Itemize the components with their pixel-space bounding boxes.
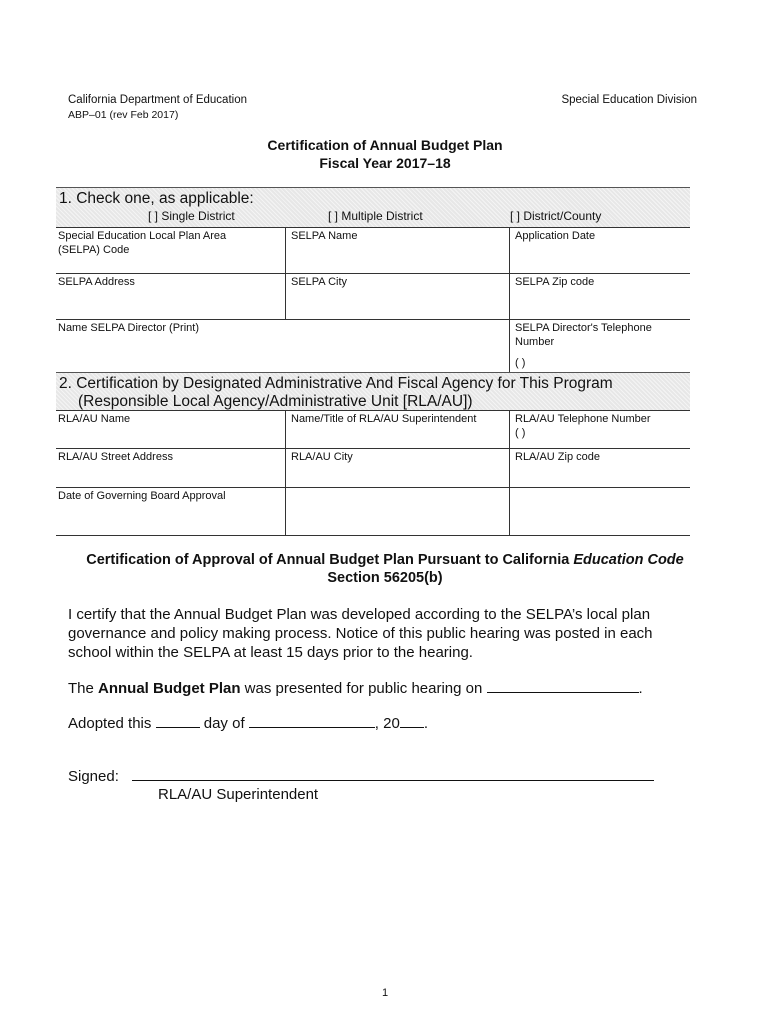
section1-heading: 1. Check one, as applicable: xyxy=(59,190,254,207)
selpa-zip-field[interactable]: SELPA Zip code xyxy=(515,276,595,288)
adopted-line: Adopted this day of , 20 . xyxy=(68,715,428,732)
signature-line[interactable] xyxy=(132,780,654,781)
division-name: Special Education Division xyxy=(561,94,697,106)
page-number: 1 xyxy=(381,987,389,999)
option-single-district[interactable]: [ ] Single District xyxy=(148,209,235,223)
divider xyxy=(285,410,286,535)
certification-section: Section 56205(b) xyxy=(327,570,443,586)
fiscal-year: Fiscal Year 2017–18 xyxy=(319,155,451,171)
selpa-name-field[interactable]: SELPA Name xyxy=(291,230,358,242)
agency-name: California Department of Education xyxy=(68,94,247,106)
phone-parens: ( ) xyxy=(515,357,526,369)
section2-heading: 2. Certification by Designated Administrative And Fiscal Agency for This Program xyxy=(59,375,613,392)
adopted-year-blank[interactable] xyxy=(400,713,424,728)
selpa-code-field[interactable]: Special Education Local Plan Area (SELPA) Code xyxy=(58,230,227,256)
application-date-field[interactable]: Application Date xyxy=(515,230,596,242)
form-id: ABP–01 (rev Feb 2017) xyxy=(68,109,179,121)
divider xyxy=(56,448,690,449)
divider xyxy=(509,227,510,373)
divider xyxy=(56,227,690,228)
divider xyxy=(56,410,690,411)
certification-heading: Certification of Approval of Annual Budget Plan Pursuant to California Education Code xyxy=(86,552,684,568)
selpa-director-field[interactable]: Name SELPA Director (Print) xyxy=(58,322,200,334)
certification-statement: I certify that the Annual Budget Plan was developed according to the SELPA’s local plan governance and policy making process. Notice of this public hearing was posted in each school within the SELPA at least 15 days prior to the hearing. xyxy=(68,606,653,661)
divider xyxy=(56,487,690,488)
signer-title: RLA/AU Superintendent xyxy=(158,786,319,803)
divider xyxy=(56,273,690,274)
rla-superintendent-field[interactable]: Name/Title of RLA/AU Superintendent xyxy=(291,413,477,425)
option-multiple-district[interactable]: [ ] Multiple District xyxy=(328,209,423,223)
form-title: Certification of Annual Budget Plan xyxy=(267,137,503,153)
signed-label: Signed: xyxy=(68,768,119,785)
board-approval-date-field[interactable]: Date of Governing Board Approval xyxy=(58,490,226,502)
divider xyxy=(56,535,690,536)
rla-name-field[interactable]: RLA/AU Name xyxy=(58,413,131,425)
divider xyxy=(285,227,286,319)
section1-header xyxy=(56,187,690,228)
annual-budget-plan-label: Annual Budget Plan xyxy=(98,680,241,697)
section2-header xyxy=(56,372,690,411)
adopted-day-blank[interactable] xyxy=(156,713,200,728)
rla-city-field[interactable]: RLA/AU City xyxy=(291,451,353,463)
selpa-city-field[interactable]: SELPA City xyxy=(291,276,348,288)
hearing-line: The Annual Budget Plan was presented for public hearing on . xyxy=(68,680,643,697)
rla-address-field[interactable]: RLA/AU Street Address xyxy=(58,451,173,463)
education-code-label: Education Code xyxy=(573,552,684,568)
rla-zip-field[interactable]: RLA/AU Zip code xyxy=(515,451,600,463)
divider xyxy=(56,319,690,320)
selpa-address-field[interactable]: SELPA Address xyxy=(58,276,135,288)
rla-phone-field[interactable]: RLA/AU Telephone Number ( ) xyxy=(515,413,651,439)
selpa-director-phone-field[interactable]: SELPA Director's Telephone Number xyxy=(515,322,652,348)
option-district-county[interactable]: [ ] District/County xyxy=(510,209,602,223)
section2-subheading: (Responsible Local Agency/Administrative Unit [RLA/AU]) xyxy=(78,393,473,410)
divider xyxy=(509,410,510,535)
adopted-month-blank[interactable] xyxy=(249,713,375,728)
hearing-date-blank[interactable] xyxy=(487,678,639,693)
